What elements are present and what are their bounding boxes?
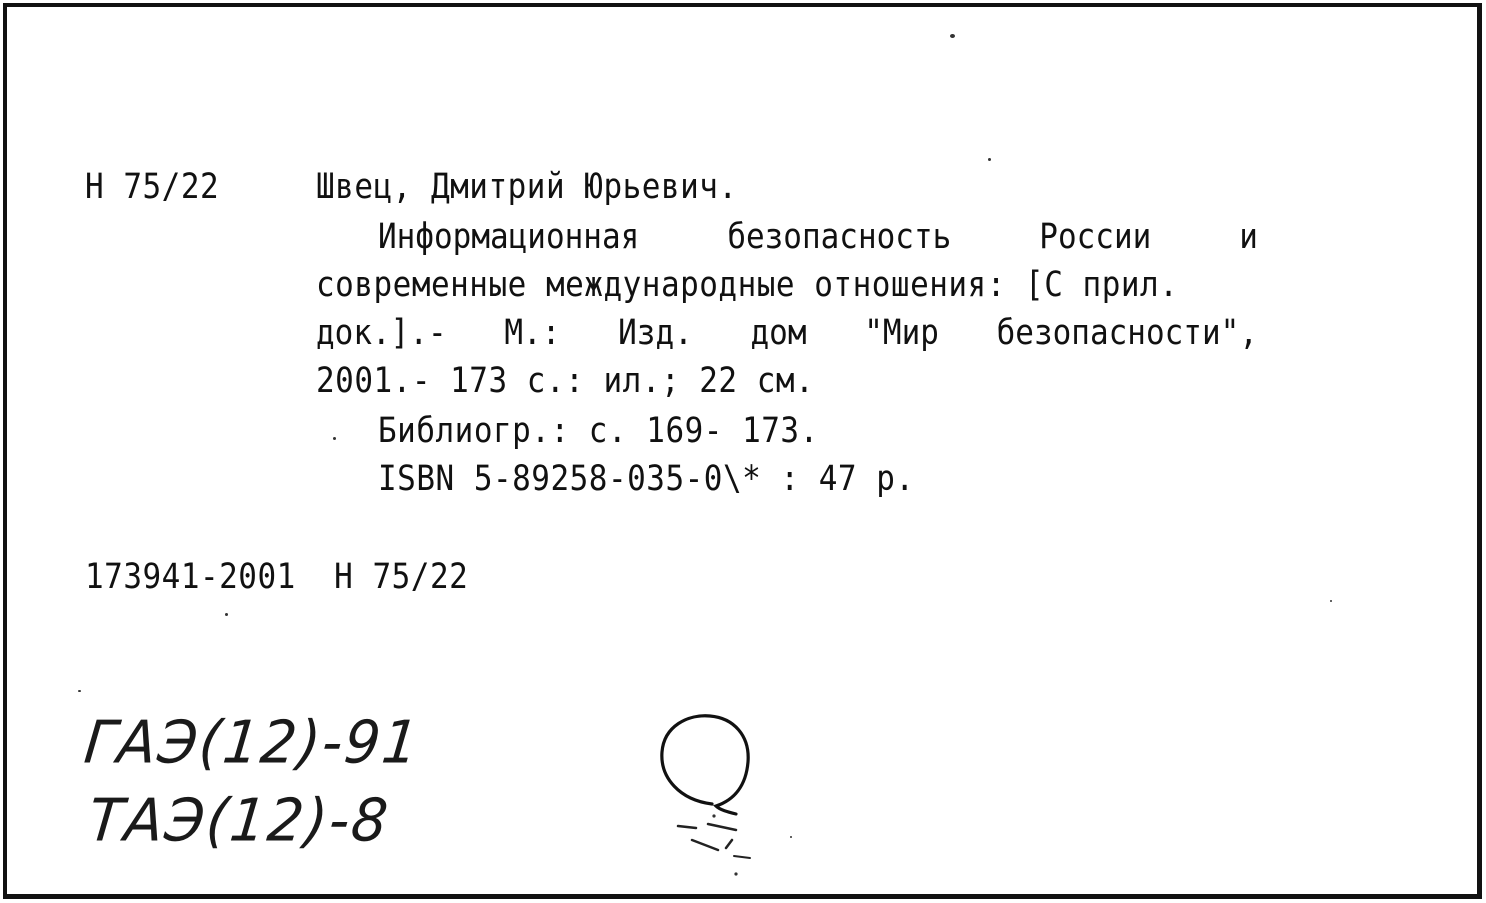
scan-speck	[1330, 600, 1332, 602]
title-word: России	[1039, 216, 1152, 258]
author-heading: Швец, Дмитрий Юрьевич.	[316, 166, 738, 208]
title-word: безопасность	[727, 216, 952, 258]
scan-speck	[333, 437, 336, 440]
imprint-word: дом	[750, 312, 807, 354]
bibliography-note: Библиогр.: с. 169- 173.	[378, 410, 819, 452]
scan-speck	[78, 690, 81, 692]
imprint-word: Изд.	[618, 312, 693, 354]
title-line-1	[378, 210, 1258, 264]
title-line-2: современные международные отношения: [С прил.	[316, 264, 1179, 306]
scan-speck	[988, 158, 991, 161]
title-word: Информационная	[378, 216, 640, 258]
scan-speck	[950, 34, 955, 38]
imprint-word: "Мир	[864, 312, 939, 354]
circle-stamp-mark	[650, 708, 770, 888]
handwritten-shelfmark-1: ГАЭ(12)-91	[81, 708, 424, 778]
imprint-word: безопасности",	[996, 312, 1258, 354]
isbn-price: ISBN 5-89258-035-0\* : 47 р.	[378, 458, 915, 500]
handwritten-shelfmark-2: ТАЭ(12)-8	[85, 786, 393, 856]
scan-speck	[790, 836, 792, 838]
scan-speck	[225, 613, 228, 616]
title-word: и	[1239, 216, 1258, 258]
call-number: Н 75/22	[85, 166, 220, 208]
imprint-word: док.].-	[316, 312, 447, 354]
inventory-number: 173941-2001 Н 75/22	[85, 556, 469, 598]
title-line-4: 2001.- 173 с.: ил.; 22 см.	[316, 360, 815, 402]
imprint-word: М.:	[504, 312, 561, 354]
title-line-3	[316, 306, 1258, 360]
